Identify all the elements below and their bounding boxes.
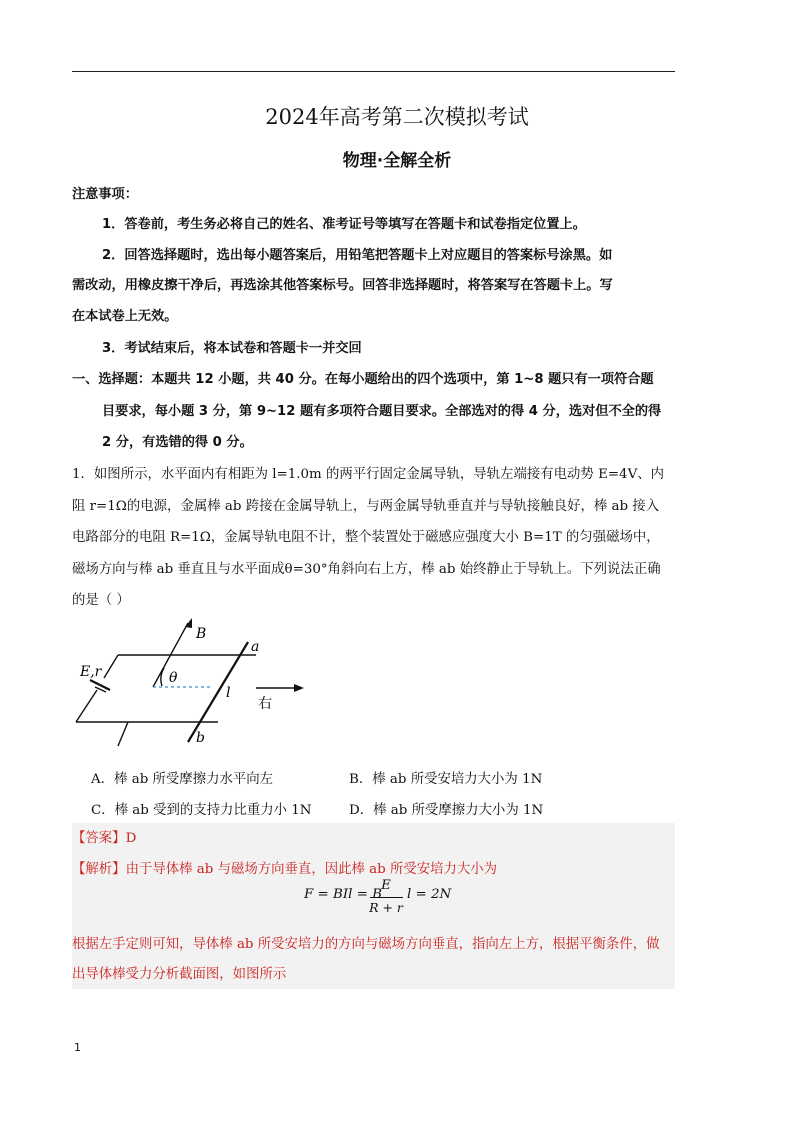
label-right: 右 [258,696,272,712]
label-theta: θ [169,670,178,686]
option-C: C．棒 ab 受到的支持力比重力小 1N [91,803,312,818]
question-1-line-5: 的是（ ） [72,593,130,608]
notice-item-2-line-3: 在本试卷上无效。 [72,309,178,324]
answer-value: D [125,831,137,846]
analysis-label: 【解析】 [72,862,126,877]
question-1-line-2: 阻 r=1Ω的电源，金属棒 ab 跨接在金属导轨上，与两金属导轨垂直并与导轨接触良好，棒 ab 接入 [72,499,660,514]
battery-long-plate [90,680,110,690]
field-b-arrowhead [185,618,192,628]
formula-denominator: R + r [369,900,403,915]
label-a: a [251,639,260,655]
rod-ab [188,642,248,742]
option-A: A．棒 ab 所受摩擦力水平向左 [91,772,274,787]
answer-label: 【答案】 [72,831,126,846]
formula-fraction-bar [370,897,403,898]
page-subtitle: 物理·全解全析 [342,151,452,171]
notice-heading: 注意事项： [72,187,138,202]
formula-left: F = BIl = B [304,887,383,902]
page-number: 1 [74,1041,81,1054]
right-arrowhead [294,684,304,692]
option-D: D．棒 ab 所受摩擦力大小为 1N [349,803,544,818]
analysis-line [72,860,497,880]
question-1-line-1: 1．如图所示，水平面内有相距为 l=1.0m 的两平行固定金属导轨，导轨左端接有电动势 E=4V、内 [72,467,665,482]
header-rule [72,71,675,72]
question-1-figure [68,618,318,750]
option-B: B．棒 ab 所受安培力大小为 1N [349,772,543,787]
analysis-text-2-line-2: 出导体棒受力分析截面图，如图所示 [72,967,287,982]
notice-item-2-line-2: 需改动，用橡皮擦干净后，再选涂其他答案标号。回答非选择题时，将答案写在答题卡上。写 [72,278,613,293]
page-title: 2024年高考第二次模拟考试 [265,105,529,129]
analysis-text-2-line-1: 根据左手定则可知，导体棒 ab 所受安培力的方向与磁场方向垂直，指向左上方，根据平衡条件，做 [72,937,660,952]
label-l: l [226,685,231,701]
question-1-line-3: 电路部分的电阻 R=1Ω，金属导轨电阻不计，整个装置处于磁感应强度大小 B=1T 的匀强磁场中， [72,530,660,545]
notice-item-2-line-1: 2．回答选择题时，选出每小题答案后，用铅笔把答题卡上对应题目的答案标号涂黑。如 [102,248,613,263]
notice-item-3: 3．考试结束后，将本试卷和答题卡一并交回 [102,341,362,356]
label-b: b [196,730,205,746]
formula-right: l = 2N [407,887,452,902]
label-E-r: E,r [80,664,102,680]
answer-line [72,829,136,849]
left-rail-top [104,655,118,678]
formula-numerator: E [381,878,391,893]
section-header-line-3: 2 分，有选错的得 0 分。 [102,435,253,450]
lower-stub [118,722,128,746]
notice-item-1: 1．答卷前，考生务必将自己的姓名、准考证号等填写在答题卡和试卷指定位置上。 [102,217,586,232]
section-header-line-1: 一、选择题：本题共 12 小题，共 40 分。在每小题给出的四个选项中，第 1~8 题只有一项符合题 [72,372,654,387]
left-rail-bottom [76,690,97,722]
analysis-text: 由于导体棒 ab 与磁场方向垂直，因此棒 ab 所受安培力大小为 [125,862,498,877]
label-B: B [196,626,207,642]
section-header-line-2: 目要求，每小题 3 分，第 9~12 题有多项符合题目要求。全部选对的得 4 分，选对但不全的得 [102,404,662,419]
question-1-line-4: 磁场方向与棒 ab 垂直且与水平面成θ=30°角斜向右上方，棒 ab 始终静止于导轨上。下列说法正确 [72,562,661,577]
